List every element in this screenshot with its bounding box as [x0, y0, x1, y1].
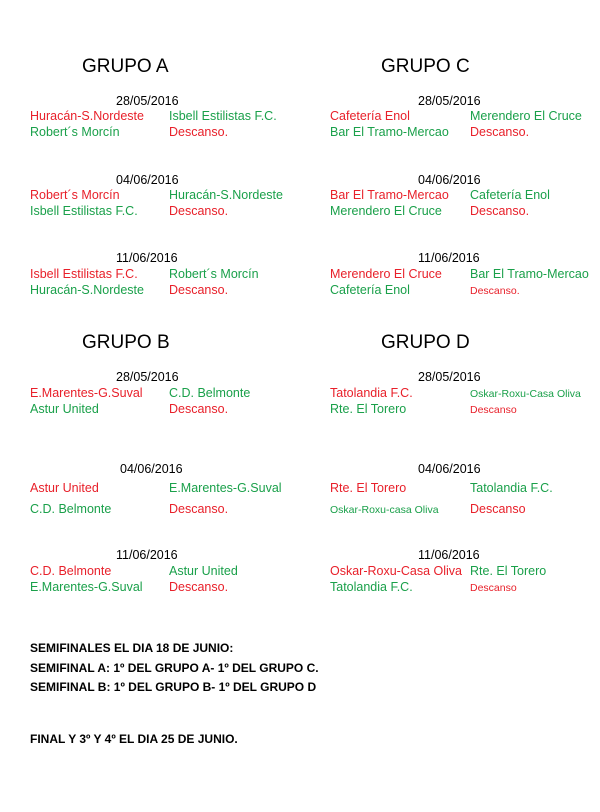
team-home: C.D. Belmonte [30, 564, 112, 578]
team-away: Cafetería Enol [470, 188, 550, 202]
team-home: Isbell Estilistas F.C. [30, 267, 138, 281]
team-resting: Rte. El Torero [330, 402, 407, 416]
rest-label: Descanso [470, 582, 517, 594]
team-resting: Astur United [30, 402, 99, 416]
team-resting: Bar El Tramo-Mercao [330, 125, 449, 139]
semifinal-a: SEMIFINAL A: 1º DEL GRUPO A- 1º DEL GRUPO C. [30, 661, 319, 675]
semifinal-b: SEMIFINAL B: 1º DEL GRUPO B- 1º DEL GRUPO D [30, 680, 317, 694]
round-date: 11/06/2016 [418, 251, 480, 265]
round-date: 28/05/2016 [418, 94, 481, 108]
team-away: Merendero El Cruce [470, 109, 582, 123]
team-resting: Robert´s Morcín [30, 125, 120, 139]
round-date: 11/06/2016 [116, 251, 178, 265]
round-date: 11/06/2016 [116, 548, 178, 562]
team-away: Tatolandia F.C. [470, 481, 553, 495]
team-away: Huracán-S.Nordeste [169, 188, 283, 202]
rest-label: Descanso. [470, 125, 530, 139]
rest-label: Descanso. [470, 204, 530, 218]
rest-label: Descanso. [169, 125, 229, 139]
team-resting: C.D. Belmonte [30, 502, 112, 516]
rest-label: Descanso. [470, 285, 520, 297]
team-away: Rte. El Torero [470, 564, 547, 578]
team-away: C.D. Belmonte [169, 386, 251, 400]
group-c-title: GRUPO C [381, 56, 470, 77]
rest-label: Descanso. [169, 283, 229, 297]
team-resting: Oskar-Roxu-casa Oliva [330, 504, 439, 516]
team-home: Robert´s Morcín [30, 188, 120, 202]
round-date: 04/06/2016 [418, 462, 481, 476]
round-date: 04/06/2016 [418, 173, 481, 187]
team-home: Tatolandia F.C. [330, 386, 413, 400]
team-home: Astur United [30, 481, 99, 495]
round-date: 04/06/2016 [116, 173, 179, 187]
group-b-title: GRUPO B [82, 332, 170, 353]
team-away: E.Marentes-G.Suval [169, 481, 282, 495]
team-away: Oskar-Roxu-Casa Oliva [470, 388, 581, 400]
team-resting: E.Marentes-G.Suval [30, 580, 143, 594]
team-resting: Cafetería Enol [330, 283, 410, 297]
rest-label: Descanso. [169, 402, 229, 416]
round-date: 28/05/2016 [116, 370, 179, 384]
group-a-title: GRUPO A [82, 56, 169, 77]
team-home: Huracán-S.Nordeste [30, 109, 144, 123]
team-away: Astur United [169, 564, 238, 578]
rest-label: Descanso [470, 404, 517, 416]
rest-label: Descanso. [169, 204, 229, 218]
team-resting: Isbell Estilistas F.C. [30, 204, 138, 218]
final-note: FINAL Y 3º Y 4º EL DIA 25 DE JUNIO. [30, 732, 238, 746]
rest-label: Descanso. [169, 580, 229, 594]
round-date: 11/06/2016 [418, 548, 480, 562]
round-date: 28/05/2016 [418, 370, 481, 384]
round-date: 28/05/2016 [116, 94, 179, 108]
team-away: Isbell Estilistas F.C. [169, 109, 277, 123]
team-home: E.Marentes-G.Suval [30, 386, 143, 400]
team-resting: Merendero El Cruce [330, 204, 442, 218]
group-d-title: GRUPO D [381, 332, 470, 353]
team-away: Bar El Tramo-Mercao [470, 267, 589, 281]
team-home: Merendero El Cruce [330, 267, 442, 281]
rest-label: Descanso [470, 502, 526, 516]
team-home: Cafetería Enol [330, 109, 410, 123]
team-resting: Tatolandia F.C. [330, 580, 413, 594]
team-resting: Huracán-S.Nordeste [30, 283, 144, 297]
team-home: Bar El Tramo-Mercao [330, 188, 449, 202]
semifinals-heading: SEMIFINALES EL DIA 18 DE JUNIO: [30, 641, 234, 655]
round-date: 04/06/2016 [120, 462, 183, 476]
team-home: Rte. El Torero [330, 481, 407, 495]
team-away: Robert´s Morcín [169, 267, 259, 281]
team-home: Oskar-Roxu-Casa Oliva [330, 564, 462, 578]
rest-label: Descanso. [169, 502, 229, 516]
